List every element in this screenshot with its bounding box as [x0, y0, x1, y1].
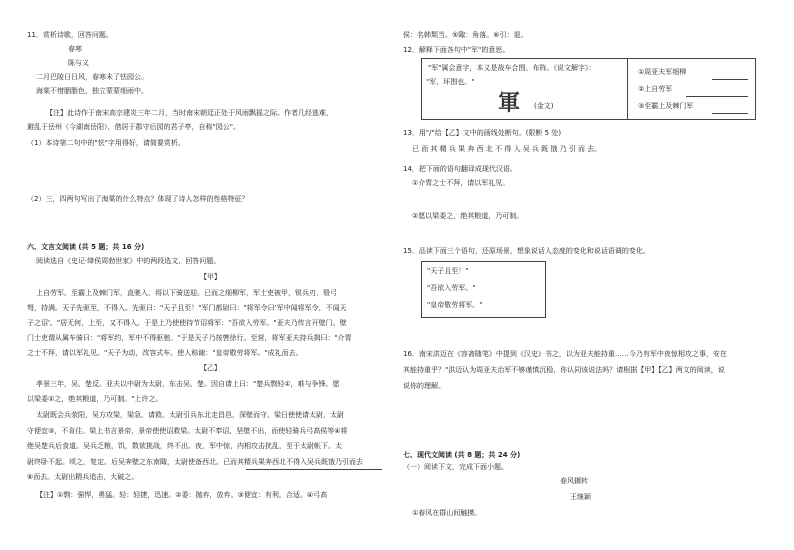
q12-box-line-1: "军"属会意字，本义是战车合围、布阵。《说文解字》：	[428, 64, 596, 72]
q16-line-2: 其能持重乎？"洪迈认为周亚夫治军不够谨慎沉稳，你认同该说法吗？请根据【甲】【乙】两文的阅读，说	[403, 366, 725, 374]
jinwen-label: (金文)	[534, 102, 554, 110]
answer-blank[interactable]	[686, 96, 748, 97]
q16-line-3: 说你的理解。	[403, 382, 445, 390]
essay-author: 王继颖	[570, 493, 591, 501]
section-7-heading: 七、现代文阅读 (共 8 题；共 24 分)	[403, 451, 521, 459]
q11-head: 11．赏析诗歌，回答问题。	[27, 31, 113, 39]
note-continuation: 侯：名韩颓当。⑤陬：角落。⑥引：退。	[403, 31, 528, 39]
poem-title: 春寒	[68, 45, 82, 53]
passage-yi-line: 绝吴楚兵后食道。吴兵乏粮，饥，数欲挑战，终不出。夜，军中惊，内相攻击扰乱，至于太尉帐下。太	[27, 442, 342, 450]
passage-jia-line: 门士吏谓从属车骑曰："将军约，军中不得驱驰。"于是天子乃按辔徐行。至营，将军亚夫持兵揖曰："介胄	[27, 334, 352, 342]
passage-yi-line: 太尉既会兵荥阳，吴方攻梁，梁急，请救。太尉引兵东北走昌邑，深壁而守。梁日使使请太尉，太尉	[36, 411, 344, 419]
essay-first-line: ①春风在群山间触摸。	[412, 509, 482, 517]
q12-item-1: ①周亚夫军细柳	[638, 68, 687, 76]
poem-note-1: 【注】此诗作于南宋高宗建炎三年二月，当时南宋朝廷正处于风雨飘摇之际。作者几经逃难，	[46, 109, 333, 117]
section-6-heading: 六、文言文阅读 (共 5 题；共 16 分)	[27, 243, 145, 251]
passage-jia-line: 子之诏'。"居无何，上至，又不得入。于是上乃使使持节诏将军："吾欲入劳军。"亚夫乃传言开壁门。壁	[27, 319, 347, 327]
q12-head: 12．解释下面各句中"军"的意思。	[403, 46, 510, 54]
q12-item-3: ③至霸上及棘门军	[638, 102, 694, 110]
answer-blank[interactable]	[712, 79, 748, 80]
jinwen-character-glyph: 軍	[498, 90, 521, 116]
passage-yi-line: 守便宜③，不肯往。梁上书言景帝，景帝使使诏救梁。太尉不奉诏，坚壁不出，而使轻骑兵弓高侯等④将	[27, 427, 348, 435]
q14-head: 14．把下面的语句翻译成现代汉语。	[403, 165, 517, 173]
q15-head: 15．品读下面三个语句，还原场景，想象说话人态度的变化和说话语调的变化。	[403, 247, 650, 255]
q12-box	[421, 58, 756, 120]
q16-line-1: 16．南宋洪迈在《容斋随笔》中提到《汉史》书之，以为亚夫能持重……今乃有军中夜惊相攻之事，安在	[403, 350, 727, 358]
q13-text: 已 而 其 精 兵 果 奔 西 北 不 得 入 吴 兵 既 饿 乃 引 而 去。	[412, 145, 602, 153]
passage-yi-underline	[246, 469, 382, 470]
passage-yi-label: 【乙】	[200, 364, 221, 372]
q14-sentence-2: ②愿以梁委之，绝其粮道，乃可制。	[412, 212, 524, 220]
essay-title: 春风辗转	[560, 477, 588, 485]
q15-box	[421, 261, 546, 318]
poem-author: 陈与义	[68, 59, 89, 67]
passage-jia-line: 上自劳军。至霸上及棘门军，直驰入，将以下骑送迎。已而之细柳军，军士吏被甲，锐兵刃，彀弓	[36, 289, 337, 297]
q15-line-3: "皇帝敬劳将军。"	[427, 301, 483, 309]
passage-yi-line: 孝景三年，吴、楚反。亚夫以中尉为太尉，东击吴、楚。因自请上曰："楚兵剽轻①，难与争锋。愿	[36, 380, 340, 388]
passage-jia-label: 【甲】	[200, 273, 221, 281]
poem-note-2: 避乱于岳州（今湖南岳阳），借居于郡守后园的君子亭，自称"园公"。	[27, 123, 240, 131]
q12-item-2: ②上自劳军	[638, 85, 673, 93]
q15-line-1: "天子且至！"	[427, 267, 469, 275]
q11-sub-2: （2）三，四两句写出了海棠的什么特点？体现了诗人怎样的性格特征？	[27, 195, 249, 203]
poem-line-1: 二月巴陵日日风，春寒未了怯园公。	[36, 73, 148, 81]
q12-box-line-2: "军，环围也。"	[426, 78, 475, 86]
q11-sub-1: （1）本诗第二句中的"怯"字用得好，请简要赏析。	[27, 139, 185, 147]
passage-yi-line: ⑥而去。太尉出精兵追击，大破之。	[27, 473, 139, 481]
q12-box-divider	[627, 59, 628, 119]
passage-yi-line-underlined: 尉终卧不起。顷之，复定。后吴奔壁之东南陬，太尉使备西北。已而其精兵果奔西北不得入吴兵既饿乃引而去	[27, 458, 363, 466]
section-6-intro: 阅读选自《史记·绛侯周勃世家》中的两段选文，回答问题。	[36, 257, 221, 265]
answer-blank[interactable]	[712, 113, 748, 114]
passage-jia-line: 之士不拜，请以军礼见。"天子为动，改容式车。使人称谢："皇帝敬劳将军。"成礼而去。	[27, 349, 303, 357]
q15-line-2: "吾欲入劳军。"	[427, 284, 476, 292]
passage-note: 【注】①剽：强悍，勇猛。轻：轻捷，迅速。②委：抛弃，放弃。③便宜：有利，合适。④弓高	[36, 491, 328, 499]
section-7-sub: （一）阅读下文，完成下面小题。	[403, 463, 508, 471]
poem-line-2: 海棠不惜胭脂色，独立蒙蒙细雨中。	[36, 87, 148, 95]
passage-jia-line: 弩，持满。天子先驱至，不得入。先驱曰："天子且至！"军门都尉曰："将军令曰'军中闻将军令，不闻天	[27, 304, 347, 312]
q14-sentence-1: ①介胄之士不拜，请以军礼见。	[412, 179, 510, 187]
passage-yi-line: 以梁委②之，绝其粮道，乃可制。"上许之。	[27, 395, 163, 403]
q13-head: 13．用"/"给【乙】文中的画线处断句。(限断 5 处)	[403, 129, 562, 137]
